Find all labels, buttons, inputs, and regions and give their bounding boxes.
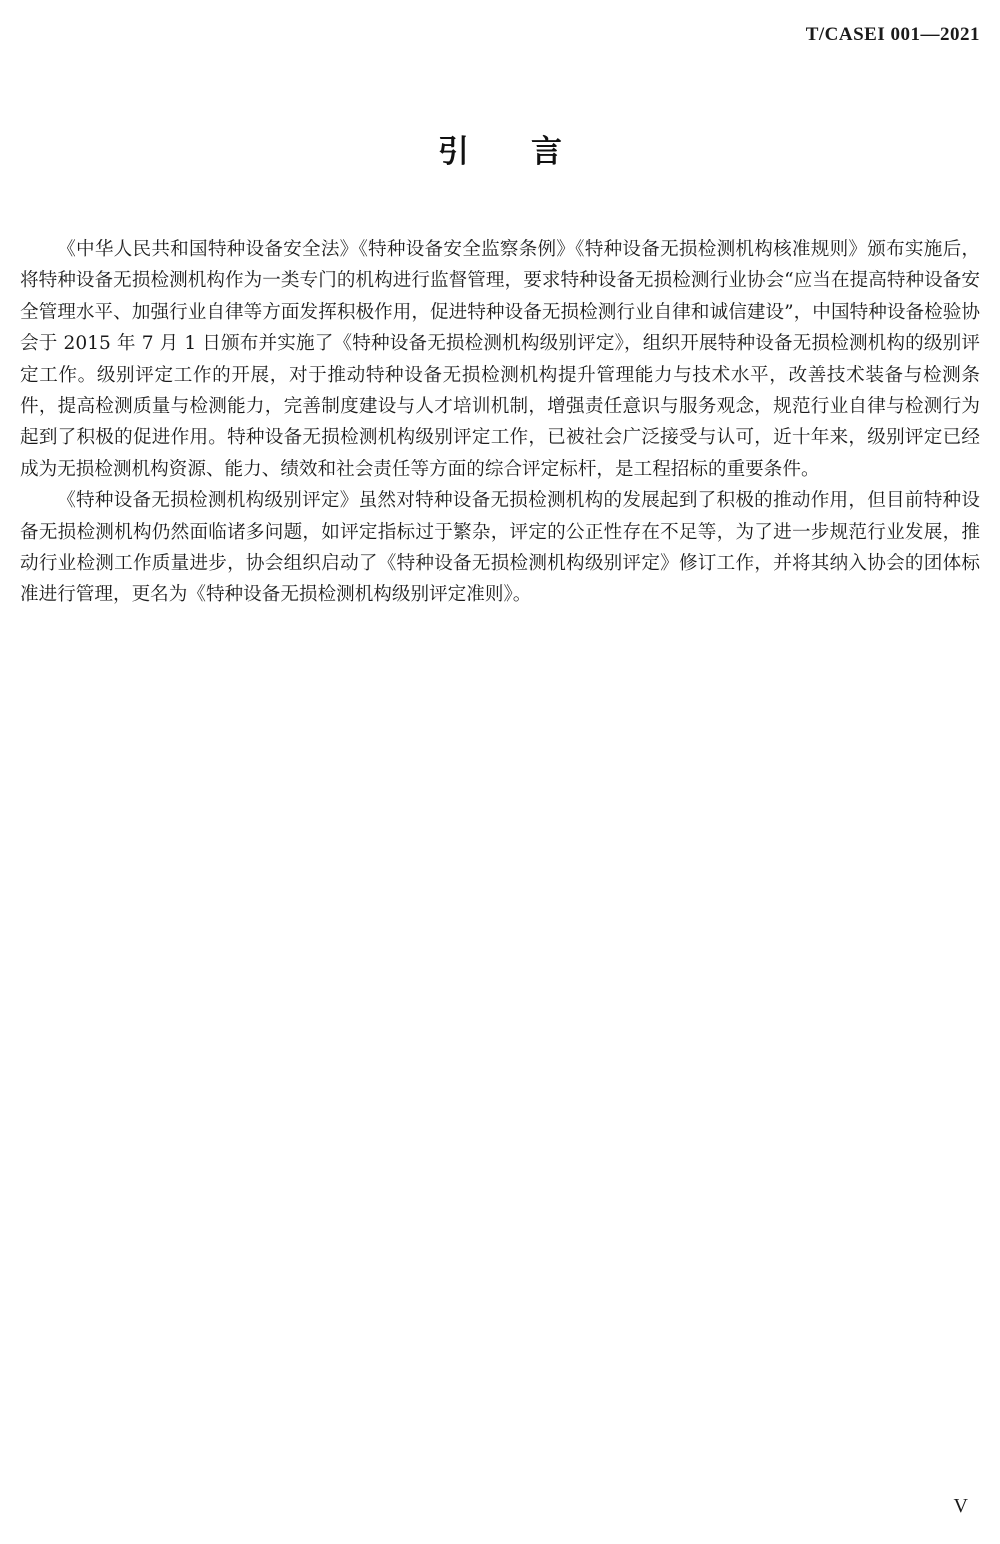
document-code: T/CASEI 001—2021 [805, 24, 980, 45]
page-title: 引言 [438, 134, 624, 170]
page-number: V [953, 1495, 968, 1517]
body-text [20, 234, 980, 611]
paragraph-2: 《特种设备无损检测机构级别评定》虽然对特种设备无损检测机构的发展起到了积极的推动作用，但目前特种设备无损检测机构仍然面临诸多问题，如评定指标过于繁杂，评定的公正性存在不足等，为了进一步规范行业发展，推动行业检测工作质量进步，协会组织启动了《特种设备无损检测机构级别评定》修订工作，并将其纳入协会的团体标准进行管理，更名为《特种设备无损检测机构级别评定准则》。 [20, 490, 980, 606]
paragraph-1: 《中华人民共和国特种设备安全法》《特种设备安全监察条例》《特种设备无损检测机构核准规则》颁布实施后，将特种设备无损检测机构作为一类专门的机构进行监督管理，要求特种设备无损检测行业协会“应当在提高特种设备安全管理水平、加强行业自律等方面发挥积极作用，促进特种设备无损检测行业自律和诚信建设”，中国特种设备检验协会于 2015 年 7 月 1 日颁布并实施了《特种设备无损检测机构级别评定》，组织开展特种设备无损检测机构的级别评定工作。级别评定工作的开展，对于推动特种设备无损检测机构提升管理能力与技术水平，改善技术装备与检测条件，提高检测质量与检测能力，完善制度建设与人才培训机制，增强责任意识与服务观念，规范行业自律与检测行为起到了积极的促进作用。特种设备无损检测机构级别评定工作，已被社会广泛接受与认可，近十年来，级别评定已经成为无损检测机构资源、能力、绩效和社会责任等方面的综合评定标杆，是工程招标的重要条件。 [20, 239, 980, 480]
